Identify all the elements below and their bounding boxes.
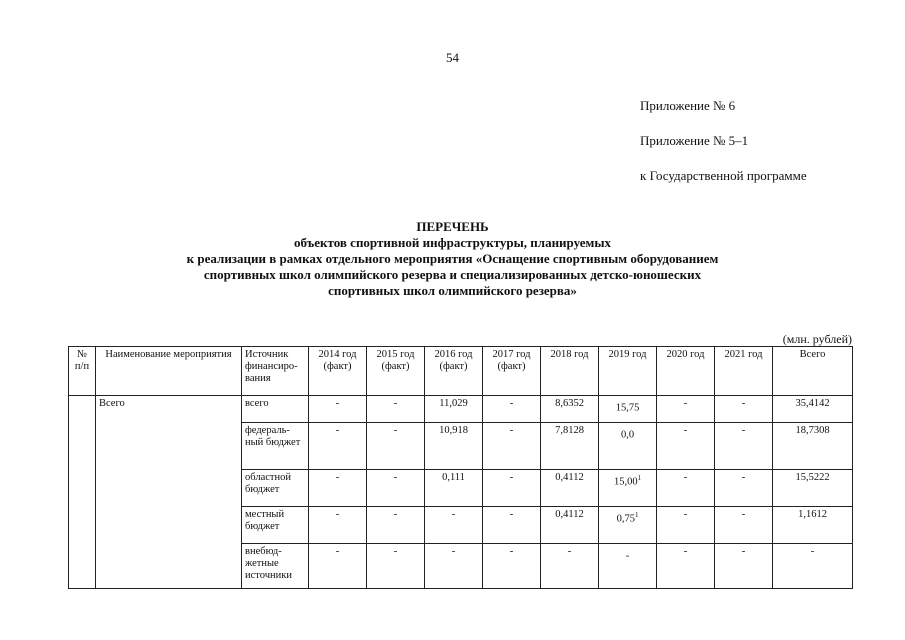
- cell-total: 1,1612: [773, 507, 853, 544]
- funding-table: [68, 346, 853, 589]
- footnote-mark: 1: [634, 511, 639, 519]
- cell-2019: [599, 396, 657, 423]
- cell-2020: -: [657, 544, 715, 589]
- cell-2021: -: [715, 544, 773, 589]
- header-2014: 2014 год (факт): [309, 347, 367, 396]
- cell-2019: [599, 544, 657, 589]
- cell-name: Всего: [96, 396, 242, 589]
- header-2015: 2015 год (факт): [367, 347, 425, 396]
- page-number: 54: [446, 50, 459, 65]
- cell-total: -: [773, 544, 853, 589]
- header-total: Всего: [773, 347, 853, 396]
- cell-2015: -: [367, 423, 425, 470]
- cell-2014: -: [309, 470, 367, 507]
- header-name: Наименование мероприятия: [96, 347, 242, 396]
- cell-source: федераль- ный бюджет: [242, 423, 309, 470]
- cell-2019: [599, 507, 657, 544]
- title-line-3: спортивных школ олимпийского резерва и специализированных детско-юношеских: [203, 267, 702, 282]
- document-title: [100, 219, 805, 299]
- title-line-1: объектов спортивной инфраструктуры, планируемых: [294, 235, 611, 250]
- cell-2016: 10,918: [425, 423, 483, 470]
- header-2018: 2018 год: [541, 347, 599, 396]
- cell-2020: -: [657, 423, 715, 470]
- cell-2015: -: [367, 544, 425, 589]
- cell-2014: -: [309, 396, 367, 423]
- cell-2017: -: [483, 544, 541, 589]
- cell-2021: -: [715, 507, 773, 544]
- appendix-line-3: к Государственной программе: [640, 168, 807, 183]
- table-header-row: [69, 347, 853, 396]
- cell-2021: -: [715, 423, 773, 470]
- header-2021: 2021 год: [715, 347, 773, 396]
- cell-2021: -: [715, 470, 773, 507]
- cell-2019-value: 0,75: [616, 513, 635, 525]
- cell-2014: -: [309, 507, 367, 544]
- footnote-mark: 1: [637, 474, 642, 482]
- cell-2016: -: [425, 507, 483, 544]
- cell-2019-value: 15,75: [615, 402, 640, 414]
- header-2020: 2020 год: [657, 347, 715, 396]
- cell-2016: 0,111: [425, 470, 483, 507]
- cell-2014: -: [309, 544, 367, 589]
- header-2019: 2019 год: [599, 347, 657, 396]
- header-2016: 2016 год (факт): [425, 347, 483, 396]
- cell-total: 15,5222: [773, 470, 853, 507]
- cell-source: областной бюджет: [242, 470, 309, 507]
- cell-2019: [599, 423, 657, 470]
- cell-2016: -: [425, 544, 483, 589]
- appendix-line-1: Приложение № 6: [640, 98, 736, 113]
- cell-2018: 8,6352: [541, 396, 599, 423]
- cell-num: [69, 396, 96, 589]
- cell-2015: -: [367, 507, 425, 544]
- cell-2019-value: 15,00: [613, 476, 638, 488]
- cell-2017: -: [483, 470, 541, 507]
- cell-total: 35,4142: [773, 396, 853, 423]
- cell-source: внебюд- жетные источники: [242, 544, 309, 589]
- cell-2020: -: [657, 396, 715, 423]
- header-2017: 2017 год (факт): [483, 347, 541, 396]
- title-line-4: спортивных школ олимпийского резерва»: [328, 283, 577, 298]
- table-row: [69, 396, 853, 423]
- cell-2016: 11,029: [425, 396, 483, 423]
- cell-2017: -: [483, 396, 541, 423]
- cell-2015: -: [367, 396, 425, 423]
- cell-2019: [599, 470, 657, 507]
- header-num: № п/п: [69, 347, 96, 396]
- cell-2017: -: [483, 507, 541, 544]
- cell-2021: -: [715, 396, 773, 423]
- cell-2019-value: -: [625, 550, 630, 562]
- cell-total: 18,7308: [773, 423, 853, 470]
- title-line-2: к реализации в рамках отдельного мероприятия «Оснащение спортивным оборудованием: [186, 251, 719, 266]
- cell-source: местный бюджет: [242, 507, 309, 544]
- cell-2018: -: [541, 544, 599, 589]
- cell-2018: 7,8128: [541, 423, 599, 470]
- cell-2020: -: [657, 470, 715, 507]
- cell-2015: -: [367, 470, 425, 507]
- cell-2019-value: 0,0: [620, 429, 635, 441]
- unit-label: (млн. рублей): [782, 332, 852, 346]
- cell-2014: -: [309, 423, 367, 470]
- cell-source: всего: [242, 396, 309, 423]
- cell-2018: 0,4112: [541, 470, 599, 507]
- cell-2017: -: [483, 423, 541, 470]
- cell-2020: -: [657, 507, 715, 544]
- header-source: Источник финансиро- вания: [242, 347, 309, 396]
- title-heading: ПЕРЕЧЕНЬ: [416, 219, 489, 234]
- cell-2018: 0,4112: [541, 507, 599, 544]
- appendix-line-2: Приложение № 5–1: [640, 133, 749, 148]
